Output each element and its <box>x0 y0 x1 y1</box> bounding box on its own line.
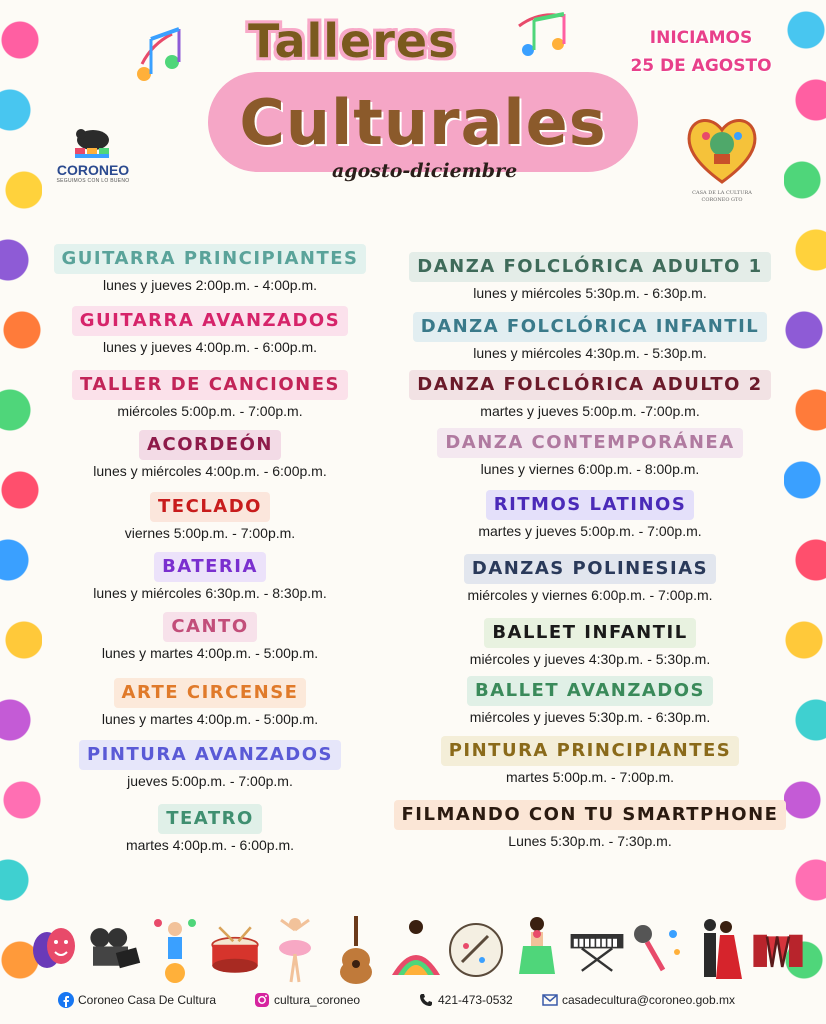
facebook-contact[interactable] <box>58 992 216 1008</box>
workshop-schedule: lunes y martes 4:00p.m. - 5:00p.m. <box>101 711 319 727</box>
workshop-name: ACORDEÓN <box>139 430 281 460</box>
workshop-item <box>30 804 390 856</box>
coroneo-slogan: SEGUIMOS CON LO BUENO <box>56 178 130 184</box>
workshop-name: GUITARRA AVANZADOS <box>72 306 348 336</box>
folk-dancer-icon <box>388 915 444 985</box>
workshop-name: PINTURA AVANZADOS <box>79 740 341 770</box>
workshop-name: DANZAS POLINESIAS <box>464 554 716 584</box>
workshop-item <box>30 678 390 730</box>
start-date-banner <box>626 24 776 80</box>
workshop-item <box>380 252 800 304</box>
coroneo-mark-icon <box>67 126 119 162</box>
workshop-name: BALLET AVANZADOS <box>467 676 713 706</box>
workshop-name: FILMANDO CON TU SMARTPHONE <box>394 800 787 830</box>
phone-icon <box>418 992 434 1008</box>
workshop-name: GUITARRA PRINCIPIANTES <box>54 244 367 274</box>
workshop-schedule: Lunes 5:30p.m. - 7:30p.m. <box>508 833 672 849</box>
microphone-icon <box>629 915 685 985</box>
email-contact[interactable] <box>542 992 735 1008</box>
instagram-contact[interactable] <box>254 992 360 1008</box>
illustration-strip <box>26 910 806 990</box>
phone-contact[interactable] <box>418 992 513 1008</box>
workshop-schedule: miércoles 5:00p.m. - 7:00p.m. <box>117 403 303 419</box>
film-camera-icon <box>86 915 142 985</box>
workshop-schedule: lunes y miércoles 6:30p.m. - 8:30p.m. <box>93 585 327 601</box>
email-address: casadecultura@coroneo.gob.mx <box>562 993 735 1007</box>
start-date: 25 DE AGOSTO <box>630 56 772 76</box>
accordion-icon <box>750 915 806 985</box>
music-notes-icon <box>132 14 202 102</box>
workshop-item <box>380 736 800 788</box>
workshop-schedule: lunes y miércoles 5:30p.m. - 6:30p.m. <box>473 285 707 301</box>
workshop-schedule: viernes 5:00p.m. - 7:00p.m. <box>124 525 296 541</box>
workshop-item <box>380 554 800 606</box>
workshop-name: PINTURA PRINCIPIANTES <box>441 736 740 766</box>
workshop-schedule: miércoles y viernes 6:00p.m. - 7:00p.m. <box>467 587 713 603</box>
workshop-item <box>30 244 390 296</box>
title-culturales-text: Culturales <box>239 85 607 159</box>
workshop-name: RITMOS LATINOS <box>486 490 695 520</box>
workshop-item <box>380 676 800 728</box>
workshop-item <box>380 312 800 364</box>
keyboard-icon <box>569 915 625 985</box>
guitar-icon <box>328 915 384 985</box>
painting-hand-icon <box>448 915 504 985</box>
workshop-item <box>30 306 390 358</box>
workshop-name: ARTE CIRCENSE <box>114 678 307 708</box>
workshop-item <box>30 370 390 422</box>
workshop-name: DANZA FOLCLÓRICA INFANTIL <box>413 312 768 342</box>
workshop-schedule: martes y jueves 5:00p.m. -7:00p.m. <box>480 403 700 419</box>
workshop-item <box>380 490 800 542</box>
workshop-schedule: lunes y martes 4:00p.m. - 5:00p.m. <box>101 645 319 661</box>
casa-cultura-logo <box>684 110 760 204</box>
music-notes-icon <box>514 6 584 74</box>
workshop-schedule: lunes y miércoles 4:30p.m. - 5:30p.m. <box>473 345 707 361</box>
title-culturales <box>208 72 638 172</box>
workshop-name: DANZA FOLCLÓRICA ADULTO 2 <box>409 370 770 400</box>
email-icon <box>542 992 558 1008</box>
workshop-item <box>380 428 800 480</box>
casa-cultura-emblem-icon <box>684 110 760 186</box>
workshop-item <box>30 492 390 544</box>
start-label: INICIAMOS <box>649 28 753 48</box>
workshop-schedule: miércoles y jueves 5:30p.m. - 6:30p.m. <box>469 709 711 725</box>
coroneo-logo <box>48 126 138 184</box>
workshop-schedule: lunes y miércoles 4:00p.m. - 6:00p.m. <box>93 463 327 479</box>
facebook-handle: Coroneo Casa De Cultura <box>78 993 217 1007</box>
workshop-item <box>30 740 390 792</box>
workshop-item <box>30 612 390 664</box>
ballerina-icon <box>267 915 323 985</box>
instagram-icon <box>254 992 270 1008</box>
workshop-name: DANZA FOLCLÓRICA ADULTO 1 <box>409 252 770 282</box>
workshop-name: CANTO <box>163 612 256 642</box>
workshop-schedule: martes 5:00p.m. - 7:00p.m. <box>505 769 675 785</box>
facebook-icon <box>58 992 74 1008</box>
workshop-schedule: miércoles y jueves 4:30p.m. - 5:30p.m. <box>469 651 711 667</box>
instagram-handle: cultura_coroneo <box>274 993 361 1007</box>
workshop-item <box>380 800 800 852</box>
title-talleres: Talleres <box>248 14 457 68</box>
theater-masks-icon <box>26 915 82 985</box>
workshop-schedule: martes y jueves 5:00p.m. - 7:00p.m. <box>478 523 702 539</box>
workshop-schedule: lunes y jueves 2:00p.m. - 4:00p.m. <box>103 277 317 293</box>
workshop-name: BATERIA <box>154 552 266 582</box>
hula-dancer-icon <box>509 915 565 985</box>
workshop-name: TECLADO <box>150 492 270 522</box>
workshop-schedule: lunes y viernes 6:00p.m. - 8:00p.m. <box>480 461 700 477</box>
juggler-icon <box>147 915 203 985</box>
workshop-name: DANZA CONTEMPORÁNEA <box>437 428 742 458</box>
workshop-item <box>380 370 800 422</box>
workshop-item <box>30 430 390 482</box>
coroneo-brand: CORONEO <box>56 162 130 178</box>
workshop-schedule: martes 4:00p.m. - 6:00p.m. <box>125 837 295 853</box>
drum-icon <box>207 915 263 985</box>
workshop-item <box>380 618 800 670</box>
workshop-name: TEATRO <box>158 804 262 834</box>
workshop-item <box>30 552 390 604</box>
phone-number: 421-473-0532 <box>438 993 513 1007</box>
workshop-schedule: jueves 5:00p.m. - 7:00p.m. <box>127 773 293 789</box>
workshop-name: BALLET INFANTIL <box>484 618 695 648</box>
casa-cultura-caption: CASA DE LA CULTURA CORONEO GTO <box>692 190 752 203</box>
subtitle-period: agosto-diciembre <box>332 160 518 182</box>
workshop-name: TALLER DE CANCIONES <box>72 370 348 400</box>
tango-dancers-icon <box>690 915 746 985</box>
workshop-schedule: lunes y jueves 4:00p.m. - 6:00p.m. <box>103 339 317 355</box>
